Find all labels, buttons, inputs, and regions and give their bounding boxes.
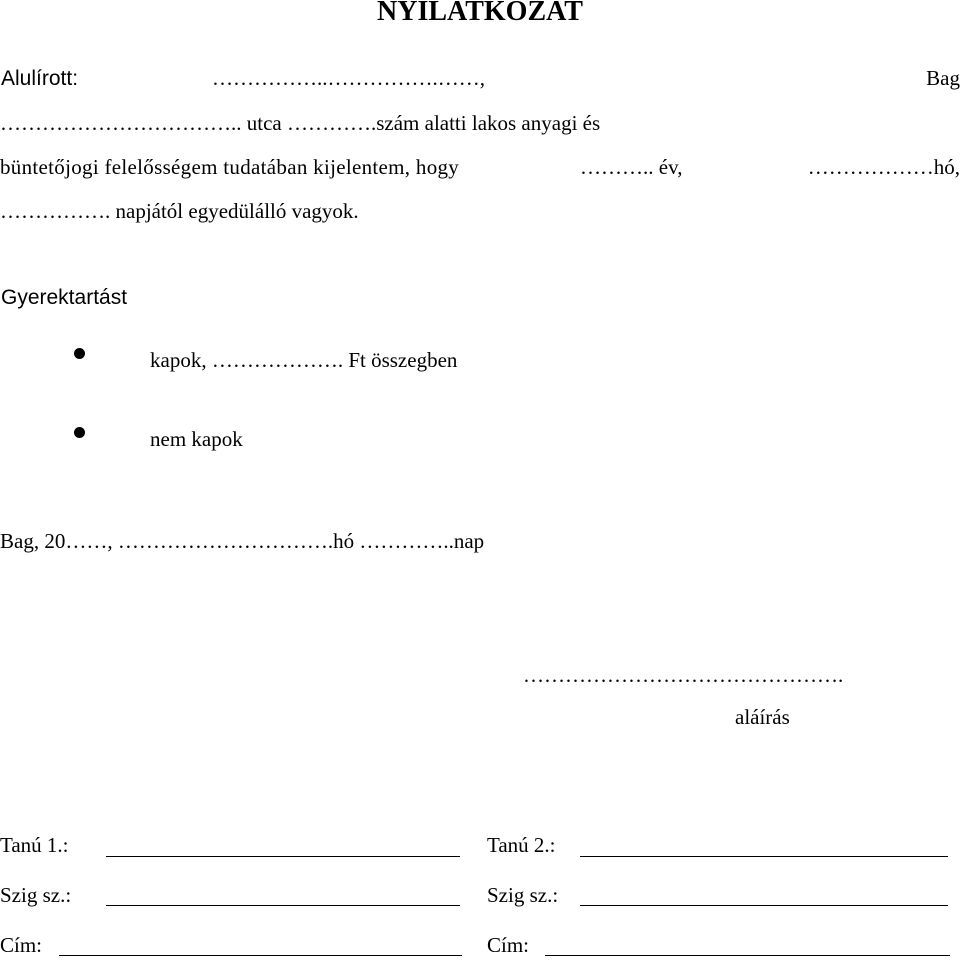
year-field[interactable]: ……….. év, — [580, 155, 683, 179]
witness1-name-field[interactable] — [106, 856, 460, 857]
signature-field[interactable]: ………………………………………. — [523, 663, 844, 687]
city-name: Bag — [926, 66, 960, 90]
date-line[interactable]: Bag, 20……, ………………………….hó …………..nap — [0, 529, 485, 553]
witness1-address-label: Cím: — [0, 933, 43, 957]
declaration-line — [0, 157, 960, 178]
witness2-name-field[interactable] — [580, 856, 948, 857]
option-receive[interactable]: kapok, ………………. Ft összegben — [150, 348, 458, 372]
child-support-heading: Gyerektartást — [1, 286, 128, 309]
address-text: …………………………….. utca ………….szám alatti lakos anyagi és — [0, 111, 601, 135]
declarant-label: Alulírott: — [1, 67, 79, 90]
signature-label: aláírás — [735, 705, 790, 729]
witness1-label: Tanú 1.: — [0, 833, 69, 857]
bullet-icon — [74, 427, 85, 438]
month-field[interactable]: ………………hó, — [807, 155, 960, 179]
witness1-id-field[interactable] — [106, 905, 460, 906]
witness2-id-label: Szig sz.: — [487, 883, 559, 907]
witness1-id-label: Szig sz.: — [0, 883, 72, 907]
witness2-address-field[interactable] — [545, 955, 950, 956]
declarant-name-field[interactable]: ……………..…………….……, — [212, 66, 485, 90]
option-not-receive[interactable]: nem kapok — [150, 427, 243, 451]
address-line — [0, 113, 960, 134]
witness2-address-label: Cím: — [487, 933, 530, 957]
bullet-icon — [74, 348, 85, 359]
document-title: NYILATKOZAT — [377, 0, 583, 27]
witness2-id-field[interactable] — [580, 905, 948, 906]
single-since-line: ……………. napjától egyedülálló vagyok. — [0, 199, 359, 223]
witness2-label: Tanú 2.: — [487, 833, 556, 857]
witness1-address-field[interactable] — [59, 955, 462, 956]
declaration-text: büntetőjogi felelősségem tudatában kijelentem, hogy — [0, 155, 460, 179]
